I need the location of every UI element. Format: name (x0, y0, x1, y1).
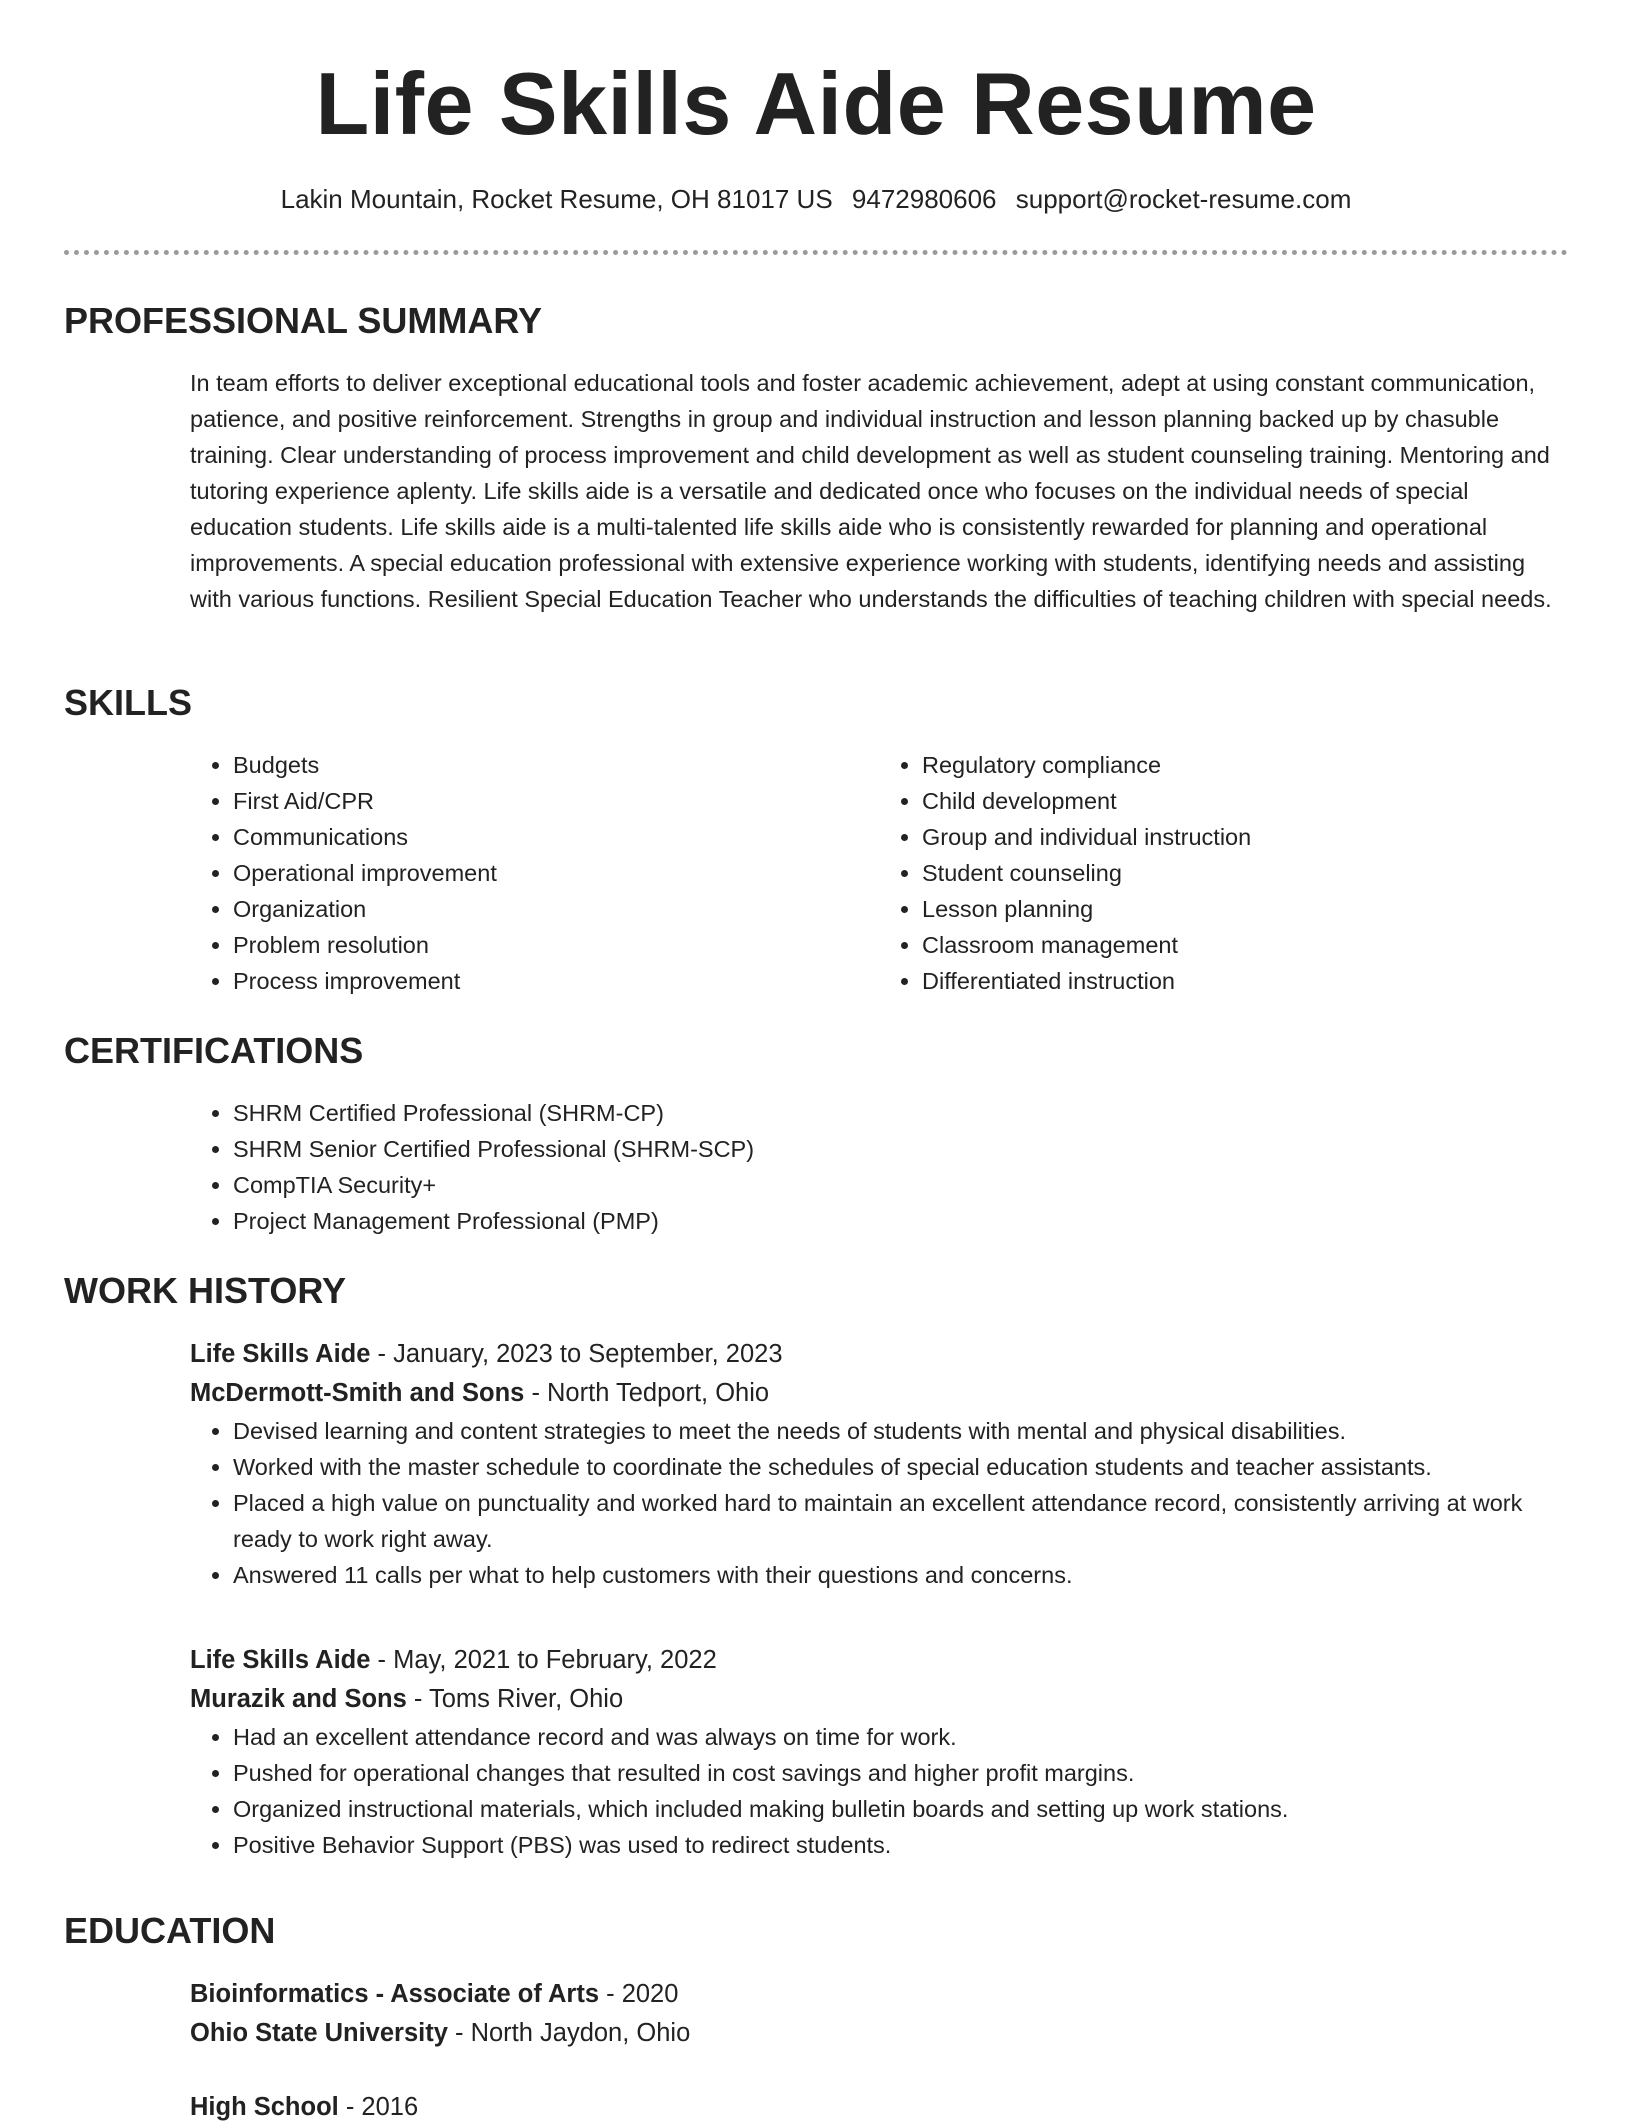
certification-item: • Project Management Professional (PMP) (233, 1203, 1568, 1239)
skill-item: • Problem resolution (233, 927, 879, 963)
contact-line (0, 182, 1632, 216)
job-title-line (190, 1641, 1568, 1680)
skill-item: • Organization (233, 891, 879, 927)
education-entry (190, 2088, 1568, 2127)
summary-section (190, 365, 1568, 617)
skills-list-left (190, 747, 879, 999)
header-divider (64, 250, 1568, 255)
education-entry (190, 1975, 1568, 2053)
contact-address: Lakin Mountain, Rocket Resume, OH 81017 US (280, 184, 833, 214)
job-bullet: • Worked with the master schedule to coordinate the schedules of special education students and teacher assistants. (233, 1449, 1568, 1485)
job-bullet: • Placed a high value on punctuality and worked hard to maintain an excellent attendance record, consistently arriving at work ready to work right away. (233, 1485, 1568, 1557)
job-bullet: • Devised learning and content strategies to meet the needs of students with mental and physical disabilities. (233, 1413, 1568, 1449)
skill-item: • Classroom management (922, 927, 1568, 963)
contact-email: support@rocket-resume.com (1015, 184, 1352, 214)
job-bullet: • Had an excellent attendance record and was always on time for work. (233, 1719, 1568, 1755)
education-degree: High School (190, 2093, 339, 2121)
job-dates: - May, 2021 to February, 2022 (370, 1646, 717, 1674)
certification-item: • CompTIA Security+ (233, 1167, 1568, 1203)
education-degree-line (190, 1975, 1568, 2014)
certification-item: • SHRM Certified Professional (SHRM-CP) (233, 1095, 1568, 1131)
job-bullet: • Organized instructional materials, which included making bulletin boards and setting up work stations. (233, 1791, 1568, 1827)
resume-title: Life Skills Aide Resume (315, 54, 1317, 153)
job-bullets (190, 1719, 1568, 1863)
job-location: - Toms River, Ohio (406, 1685, 624, 1713)
skills-heading: SKILLS (64, 682, 193, 723)
job-entry (190, 1641, 1568, 1863)
skill-item: • Communications (233, 819, 879, 855)
job-company: Murazik and Sons (190, 1685, 407, 1713)
job-bullet: • Positive Behavior Support (PBS) was used to redirect students. (233, 1827, 1568, 1863)
education-location: - North Jaydon, Ohio (447, 2019, 691, 2047)
job-company: McDermott-Smith and Sons (190, 1379, 525, 1407)
skills-section (190, 747, 1568, 999)
job-title-line (190, 1335, 1568, 1374)
contact-phone: 9472980606 (851, 184, 997, 214)
certifications-list (190, 1095, 1568, 1239)
job-title: Life Skills Aide (190, 1646, 371, 1674)
skill-item: • Child development (922, 783, 1568, 819)
skill-item: • Student counseling (922, 855, 1568, 891)
education-year: - 2020 (599, 1980, 679, 2008)
summary-text: In team efforts to deliver exceptional educational tools and foster academic achievement, adept at using constant communication, patience, and positive reinforcement. Strengths in group and individual instruction and lesson planning backed up by chasuble training. Clear understanding of process improvement and child development as well as student counseling training. Mentoring and tutoring experience aplenty. Life skills aide is a versatile and dedicated once who focuses on the individual needs of special education students. Life skills aide is a multi-talented life skills aide who is consistently rewarded for planning and operational improvements. A special education professional with extensive experience working with students, identifying needs and assisting with various functions. Resilient Special Education Teacher who understands the difficulties of teaching children with special needs. (190, 370, 1552, 612)
skill-item: • Group and individual instruction (922, 819, 1568, 855)
job-title: Life Skills Aide (190, 1340, 371, 1368)
work-history-heading: WORK HISTORY (64, 1270, 347, 1311)
education-degree: Bioinformatics - Associate of Arts (190, 1980, 600, 2008)
skills-list-right (879, 747, 1568, 999)
education-heading: EDUCATION (64, 1910, 276, 1951)
skill-item: • Lesson planning (922, 891, 1568, 927)
certification-item: • SHRM Senior Certified Professional (SHRM-SCP) (233, 1131, 1568, 1167)
job-company-line (190, 1680, 1568, 1719)
education-school-line (190, 2014, 1568, 2053)
job-bullet: • Pushed for operational changes that resulted in cost savings and higher profit margins. (233, 1755, 1568, 1791)
skill-item: • Regulatory compliance (922, 747, 1568, 783)
education-degree-line (190, 2088, 1568, 2127)
skill-item: • Process improvement (233, 963, 879, 999)
education-year: - 2016 (338, 2093, 419, 2121)
skill-item: • First Aid/CPR (233, 783, 879, 819)
education-school: Ohio State University (190, 2019, 448, 2047)
summary-heading: PROFESSIONAL SUMMARY (64, 300, 543, 341)
skill-item: • Operational improvement (233, 855, 879, 891)
job-dates: - January, 2023 to September, 2023 (370, 1340, 783, 1368)
skill-item: • Budgets (233, 747, 879, 783)
job-location: - North Tedport, Ohio (524, 1379, 770, 1407)
certifications-heading: CERTIFICATIONS (64, 1030, 364, 1071)
job-bullet: • Answered 11 calls per what to help customers with their questions and concerns. (233, 1557, 1568, 1593)
job-company-line (190, 1374, 1568, 1413)
skill-item: • Differentiated instruction (922, 963, 1568, 999)
job-bullets (190, 1413, 1568, 1593)
job-entry (190, 1335, 1568, 1593)
certifications-section (190, 1095, 1568, 1239)
